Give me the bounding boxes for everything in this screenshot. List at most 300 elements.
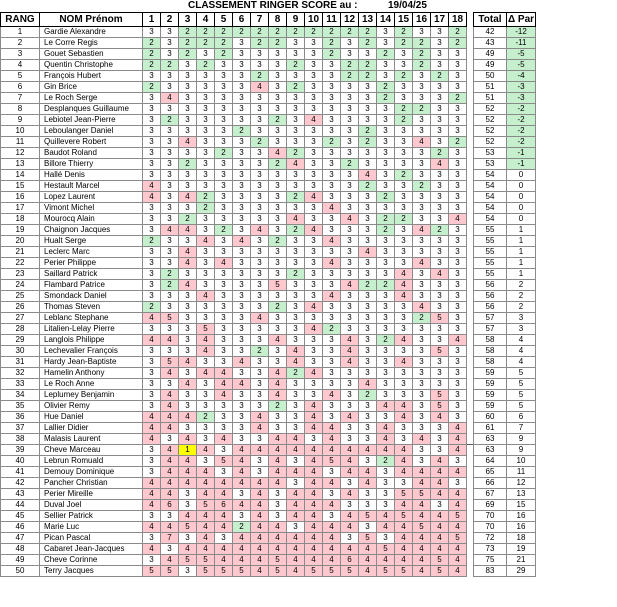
spacer-cell: [467, 511, 474, 522]
score-cell: 3: [359, 203, 377, 214]
score-cell: 3: [143, 258, 161, 269]
score-cell: 4: [395, 533, 413, 544]
score-cell: 2: [287, 27, 305, 38]
score-cell: 3: [251, 148, 269, 159]
spacer-cell: [467, 335, 474, 346]
score-cell: 3: [179, 104, 197, 115]
score-cell: 4: [179, 137, 197, 148]
score-cell: 3: [395, 225, 413, 236]
score-cell: 6: [341, 555, 359, 566]
score-cell: 3: [215, 247, 233, 258]
player-name-cell: Thomas Steven: [40, 302, 143, 313]
score-cell: 3: [359, 93, 377, 104]
score-cell: 4: [413, 302, 431, 313]
par-diff-cell: -2: [507, 104, 536, 115]
score-cell: 3: [305, 82, 323, 93]
score-cell: 3: [431, 203, 449, 214]
par-diff-cell: 6: [507, 412, 536, 423]
score-cell: 4: [359, 566, 377, 577]
spacer-cell: [467, 489, 474, 500]
score-cell: 3: [269, 214, 287, 225]
score-cell: 2: [287, 148, 305, 159]
score-cell: 3: [395, 49, 413, 60]
score-cell: 3: [287, 247, 305, 258]
score-cell: 2: [269, 27, 287, 38]
player-name-cell: Cheve Marceau: [40, 445, 143, 456]
score-cell: 3: [287, 104, 305, 115]
header-hole-11: 11: [323, 13, 341, 27]
score-cell: 3: [287, 456, 305, 467]
player-name-cell: Hue Daniel: [40, 412, 143, 423]
score-cell: 2: [359, 137, 377, 148]
score-cell: 3: [233, 38, 251, 49]
header-nom: NOM Prénom: [40, 13, 143, 27]
score-cell: 3: [161, 379, 179, 390]
player-name-cell: Hardy Jean-Baptiste: [40, 357, 143, 368]
score-cell: 2: [413, 49, 431, 60]
total-cell: 72: [474, 533, 507, 544]
table-row: [1, 456, 536, 467]
score-cell: 3: [413, 280, 431, 291]
rank-cell: 24: [1, 280, 40, 291]
score-cell: 3: [161, 544, 179, 555]
score-cell: 4: [359, 379, 377, 390]
score-cell: 2: [323, 49, 341, 60]
spacer-cell: [467, 456, 474, 467]
score-cell: 4: [449, 423, 467, 434]
score-cell: 5: [143, 566, 161, 577]
score-cell: 2: [395, 71, 413, 82]
score-cell: 3: [269, 423, 287, 434]
score-cell: 4: [431, 522, 449, 533]
score-cell: 2: [395, 170, 413, 181]
score-cell: 3: [251, 49, 269, 60]
score-cell: 3: [287, 280, 305, 291]
score-cell: 2: [395, 38, 413, 49]
score-cell: 2: [449, 27, 467, 38]
score-cell: 3: [287, 401, 305, 412]
score-cell: 3: [323, 104, 341, 115]
score-cell: 3: [287, 126, 305, 137]
score-cell: 3: [431, 104, 449, 115]
score-cell: 4: [197, 522, 215, 533]
score-cell: 4: [161, 368, 179, 379]
table-row: [1, 214, 536, 225]
score-cell: 2: [395, 115, 413, 126]
score-cell: 3: [251, 159, 269, 170]
score-cell: 3: [431, 423, 449, 434]
score-cell: 4: [431, 544, 449, 555]
score-cell: 4: [179, 467, 197, 478]
spacer-cell: [467, 478, 474, 489]
header-total: Total: [474, 13, 507, 27]
score-cell: 3: [233, 291, 251, 302]
score-cell: 3: [287, 302, 305, 313]
score-cell: 2: [305, 27, 323, 38]
score-cell: 3: [323, 247, 341, 258]
score-cell: 3: [431, 335, 449, 346]
score-cell: 2: [287, 60, 305, 71]
score-cell: 3: [449, 49, 467, 60]
spacer-cell: [467, 137, 474, 148]
score-cell: 4: [323, 434, 341, 445]
par-diff-cell: 4: [507, 346, 536, 357]
score-cell: 3: [431, 93, 449, 104]
score-cell: 3: [269, 170, 287, 181]
score-cell: 3: [431, 60, 449, 71]
rank-cell: 4: [1, 60, 40, 71]
score-cell: 3: [323, 335, 341, 346]
score-cell: 3: [323, 71, 341, 82]
score-cell: 3: [377, 71, 395, 82]
score-cell: 3: [161, 434, 179, 445]
score-cell: 3: [179, 346, 197, 357]
score-cell: 3: [341, 247, 359, 258]
score-cell: 3: [215, 192, 233, 203]
score-cell: 3: [251, 379, 269, 390]
spacer-cell: [467, 104, 474, 115]
score-cell: 3: [179, 368, 197, 379]
score-cell: 3: [341, 390, 359, 401]
spacer-cell: [467, 49, 474, 60]
total-cell: 58: [474, 346, 507, 357]
score-cell: 4: [449, 434, 467, 445]
score-cell: 4: [287, 357, 305, 368]
score-cell: 4: [413, 500, 431, 511]
par-diff-cell: 11: [507, 467, 536, 478]
score-cell: 4: [287, 500, 305, 511]
score-cell: 3: [233, 247, 251, 258]
score-cell: 3: [197, 269, 215, 280]
score-cell: 3: [359, 236, 377, 247]
score-cell: 4: [359, 478, 377, 489]
rank-cell: 5: [1, 71, 40, 82]
score-cell: 5: [269, 566, 287, 577]
score-cell: 3: [359, 82, 377, 93]
score-cell: 4: [161, 478, 179, 489]
score-cell: 4: [143, 423, 161, 434]
score-cell: 3: [359, 456, 377, 467]
rank-cell: 21: [1, 247, 40, 258]
par-diff-cell: 7: [507, 423, 536, 434]
score-cell: 4: [341, 445, 359, 456]
score-cell: 4: [449, 544, 467, 555]
score-cell: 4: [251, 489, 269, 500]
score-cell: 3: [269, 357, 287, 368]
score-cell: 3: [431, 258, 449, 269]
table-row: [1, 247, 536, 258]
score-cell: 4: [143, 489, 161, 500]
score-cell: 3: [359, 489, 377, 500]
score-cell: 3: [197, 170, 215, 181]
score-cell: 5: [431, 313, 449, 324]
score-cell: 2: [413, 60, 431, 71]
score-cell: 3: [341, 324, 359, 335]
score-cell: 4: [161, 225, 179, 236]
score-cell: 4: [251, 555, 269, 566]
score-cell: 5: [323, 456, 341, 467]
score-cell: 2: [269, 115, 287, 126]
spacer-cell: [467, 324, 474, 335]
score-cell: 3: [287, 236, 305, 247]
score-cell: 3: [341, 478, 359, 489]
score-cell: 4: [377, 555, 395, 566]
score-cell: 3: [341, 269, 359, 280]
spacer-cell: [467, 467, 474, 478]
score-cell: 2: [377, 93, 395, 104]
score-cell: 4: [287, 489, 305, 500]
table-row: [1, 445, 536, 456]
table-row: [1, 313, 536, 324]
rank-cell: 28: [1, 324, 40, 335]
score-cell: 3: [413, 456, 431, 467]
score-cell: 4: [161, 445, 179, 456]
score-cell: 3: [197, 115, 215, 126]
score-cell: 3: [323, 467, 341, 478]
title-label: CLASSEMENT RINGER SCORE au :: [188, 0, 358, 11]
score-cell: 3: [413, 346, 431, 357]
score-cell: 2: [143, 82, 161, 93]
par-diff-cell: 16: [507, 511, 536, 522]
par-diff-cell: 0: [507, 203, 536, 214]
score-cell: 3: [143, 368, 161, 379]
score-cell: 3: [269, 137, 287, 148]
score-cell: 3: [323, 379, 341, 390]
score-cell: 3: [233, 148, 251, 159]
score-cell: 3: [215, 401, 233, 412]
score-cell: 2: [143, 49, 161, 60]
score-cell: 3: [179, 170, 197, 181]
score-cell: 4: [431, 511, 449, 522]
score-cell: 3: [377, 137, 395, 148]
score-cell: 3: [323, 170, 341, 181]
player-name-cell: Sellier Patrick: [40, 511, 143, 522]
score-cell: 4: [179, 544, 197, 555]
score-cell: 3: [377, 489, 395, 500]
player-name-cell: Lechevalier François: [40, 346, 143, 357]
par-diff-cell: 29: [507, 566, 536, 577]
score-cell: 3: [305, 203, 323, 214]
score-cell: 3: [215, 137, 233, 148]
table-row: [1, 346, 536, 357]
score-cell: 4: [269, 434, 287, 445]
score-cell: 3: [215, 357, 233, 368]
score-cell: 4: [233, 445, 251, 456]
score-cell: 3: [341, 104, 359, 115]
par-diff-cell: 4: [507, 357, 536, 368]
score-cell: 3: [449, 170, 467, 181]
table-row: [1, 511, 536, 522]
score-cell: 4: [215, 555, 233, 566]
score-cell: 3: [377, 467, 395, 478]
score-cell: 3: [449, 302, 467, 313]
spacer-cell: [467, 412, 474, 423]
score-cell: 3: [323, 93, 341, 104]
score-cell: 3: [215, 324, 233, 335]
score-cell: 3: [359, 115, 377, 126]
total-cell: 50: [474, 71, 507, 82]
score-cell: 4: [305, 401, 323, 412]
score-cell: 4: [431, 159, 449, 170]
score-cell: 3: [143, 467, 161, 478]
total-cell: 55: [474, 225, 507, 236]
player-name-cell: Chaignon Jacques: [40, 225, 143, 236]
score-cell: 3: [269, 247, 287, 258]
score-cell: 3: [377, 269, 395, 280]
score-cell: 5: [359, 511, 377, 522]
score-cell: 4: [215, 434, 233, 445]
score-cell: 3: [143, 291, 161, 302]
score-cell: 5: [179, 555, 197, 566]
spacer-cell: [467, 555, 474, 566]
score-cell: 3: [341, 313, 359, 324]
score-cell: 3: [197, 456, 215, 467]
total-cell: 63: [474, 434, 507, 445]
header-hole-7: 7: [251, 13, 269, 27]
rank-cell: 25: [1, 291, 40, 302]
score-cell: 3: [143, 379, 161, 390]
score-cell: 2: [215, 27, 233, 38]
score-cell: 4: [143, 478, 161, 489]
score-cell: 4: [161, 412, 179, 423]
table-row: [1, 93, 536, 104]
score-cell: 3: [215, 335, 233, 346]
player-name-cell: Pancher Christian: [40, 478, 143, 489]
score-cell: 3: [233, 104, 251, 115]
score-cell: 3: [233, 137, 251, 148]
spacer-cell: [467, 192, 474, 203]
score-cell: 3: [341, 148, 359, 159]
spacer-cell: [467, 225, 474, 236]
score-cell: 4: [269, 445, 287, 456]
score-cell: 3: [431, 82, 449, 93]
spacer-cell: [467, 390, 474, 401]
total-cell: 58: [474, 335, 507, 346]
rank-cell: 9: [1, 115, 40, 126]
score-cell: 3: [323, 126, 341, 137]
score-cell: 3: [359, 269, 377, 280]
score-cell: 2: [413, 104, 431, 115]
score-cell: 5: [269, 280, 287, 291]
score-cell: 4: [215, 379, 233, 390]
score-cell: 3: [305, 247, 323, 258]
player-name-cell: Marie Luc: [40, 522, 143, 533]
score-cell: 4: [323, 291, 341, 302]
score-cell: 3: [359, 192, 377, 203]
par-diff-cell: -1: [507, 159, 536, 170]
table-row: [1, 434, 536, 445]
score-cell: 3: [233, 181, 251, 192]
score-cell: 2: [143, 60, 161, 71]
spacer-cell: [467, 434, 474, 445]
score-cell: 3: [449, 269, 467, 280]
header-hole-2: 2: [161, 13, 179, 27]
score-cell: 4: [179, 225, 197, 236]
score-cell: 3: [179, 82, 197, 93]
score-cell: 2: [431, 225, 449, 236]
score-cell: 3: [359, 291, 377, 302]
score-cell: 2: [395, 214, 413, 225]
score-cell: 3: [269, 489, 287, 500]
score-cell: 2: [197, 38, 215, 49]
rank-cell: 45: [1, 511, 40, 522]
score-cell: 4: [197, 291, 215, 302]
score-cell: 3: [287, 390, 305, 401]
score-cell: 3: [287, 181, 305, 192]
score-cell: 4: [395, 456, 413, 467]
par-diff-cell: 10: [507, 456, 536, 467]
score-cell: 2: [215, 38, 233, 49]
score-cell: 3: [251, 401, 269, 412]
total-cell: 70: [474, 522, 507, 533]
score-cell: 5: [161, 566, 179, 577]
player-name-cell: Vimont Michel: [40, 203, 143, 214]
player-name-cell: Litalien-Lelay Pierre: [40, 324, 143, 335]
score-cell: 3: [377, 126, 395, 137]
score-cell: 3: [359, 368, 377, 379]
score-cell: 3: [215, 203, 233, 214]
player-name-cell: Lallier Didier: [40, 423, 143, 434]
player-name-cell: Mourocq Alain: [40, 214, 143, 225]
score-cell: 3: [233, 269, 251, 280]
score-cell: 3: [395, 192, 413, 203]
score-cell: 3: [413, 324, 431, 335]
rank-cell: 41: [1, 467, 40, 478]
score-cell: 2: [341, 159, 359, 170]
score-cell: 3: [431, 324, 449, 335]
score-cell: 3: [197, 390, 215, 401]
total-cell: 59: [474, 390, 507, 401]
score-cell: 3: [233, 335, 251, 346]
score-cell: 2: [377, 192, 395, 203]
header-par: Δ Par: [507, 14, 535, 25]
score-cell: 4: [359, 555, 377, 566]
score-cell: 3: [431, 27, 449, 38]
rank-cell: 10: [1, 126, 40, 137]
score-cell: 3: [233, 93, 251, 104]
score-cell: 4: [413, 533, 431, 544]
score-cell: 3: [359, 324, 377, 335]
spacer-cell: [467, 27, 474, 38]
score-cell: 4: [341, 357, 359, 368]
score-cell: 3: [413, 335, 431, 346]
score-cell: 3: [215, 280, 233, 291]
score-cell: 3: [251, 258, 269, 269]
score-cell: 3: [197, 302, 215, 313]
score-cell: 2: [359, 60, 377, 71]
score-cell: 3: [161, 214, 179, 225]
score-cell: 4: [449, 555, 467, 566]
score-cell: 3: [251, 357, 269, 368]
rank-cell: 33: [1, 379, 40, 390]
score-cell: 3: [395, 93, 413, 104]
score-cell: 3: [161, 236, 179, 247]
total-cell: 61: [474, 423, 507, 434]
par-diff-cell: 9: [507, 445, 536, 456]
score-cell: 4: [395, 412, 413, 423]
header-hole-13: 13: [359, 13, 377, 27]
score-cell: 4: [413, 544, 431, 555]
header-hole-1: 1: [143, 13, 161, 27]
score-cell: 3: [161, 302, 179, 313]
score-cell: 3: [449, 192, 467, 203]
score-cell: 3: [395, 390, 413, 401]
total-cell: 42: [474, 27, 507, 38]
score-cell: 3: [179, 533, 197, 544]
score-cell: 4: [431, 456, 449, 467]
score-cell: 3: [359, 214, 377, 225]
score-cell: 3: [179, 324, 197, 335]
